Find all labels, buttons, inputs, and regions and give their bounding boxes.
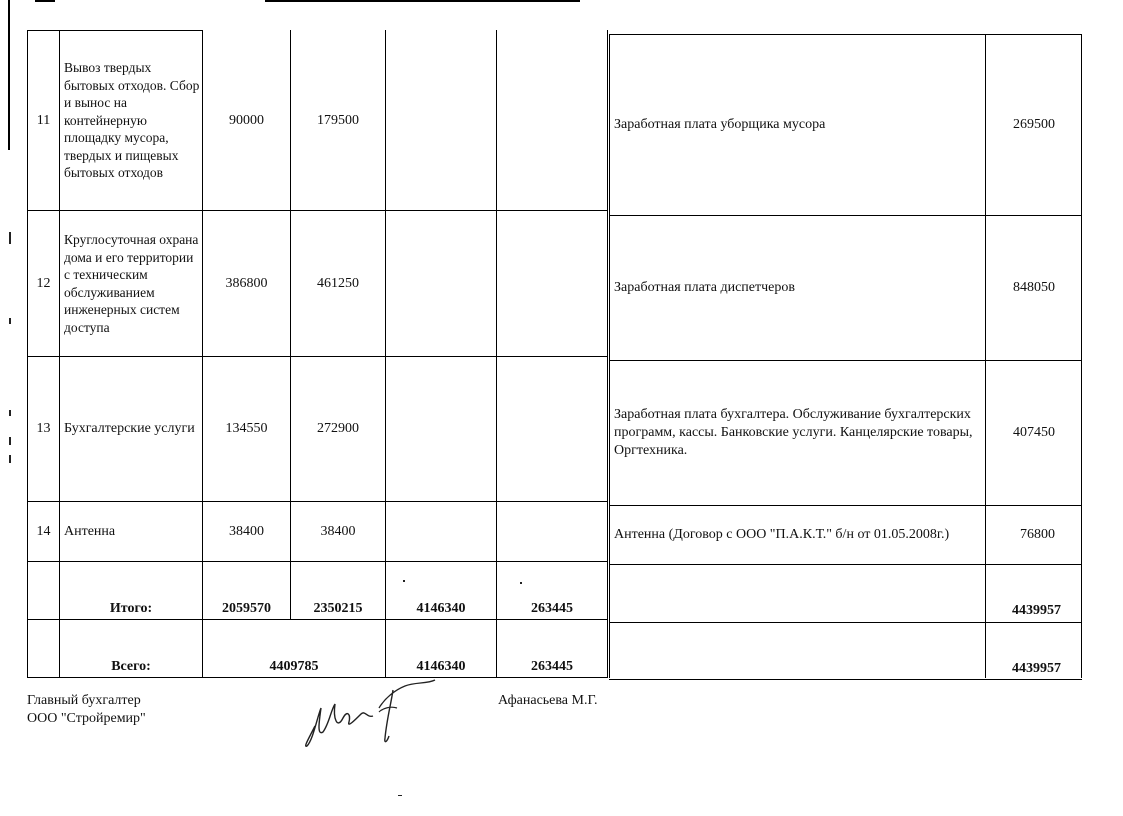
value-4 <box>497 31 607 210</box>
subtotal-value-3: 4146340 <box>416 601 466 616</box>
scan-margin-line <box>8 0 10 150</box>
scan-top-mark <box>265 0 580 2</box>
value-3 <box>386 31 496 210</box>
service-name: Бухгалтерские услуги <box>64 421 195 436</box>
expense-description: Заработная плата бухгалтера. Обслуживание бухгалтерских программ, кассы. Банковские услуги. Канцелярские товары, Оргтехника. <box>614 407 973 458</box>
row-number: 11 <box>36 112 51 128</box>
value-3 <box>386 357 496 501</box>
value-2: 38400 <box>320 523 356 539</box>
total-total: 4439957 <box>1012 661 1061 676</box>
service-name: Антенна <box>64 523 116 539</box>
value-1: 90000 <box>229 112 264 128</box>
scan-speck <box>520 582 522 584</box>
footer-position <box>27 692 146 728</box>
subtotal-value-4: 263445 <box>531 601 573 616</box>
row-number: 14 <box>36 523 51 539</box>
total-label: Всего: <box>111 659 151 674</box>
scan-top-mark <box>35 0 55 2</box>
value-2: 272900 <box>317 421 359 436</box>
subtotal-value-1: 2059570 <box>222 601 271 616</box>
value-4 <box>497 502 607 561</box>
expense-total: 407450 <box>1013 425 1055 440</box>
scan-speck <box>9 437 11 445</box>
total-value-1-2: 4409785 <box>269 659 319 674</box>
footer-company: ООО "Стройремир" <box>27 711 146 726</box>
signature <box>295 678 445 753</box>
footer-title: Главный бухгалтер <box>27 693 141 708</box>
service-name: Вывоз твердых бытовых отходов. Сбор и вынос на контейнерную площадку мусора, твердых и пищевых бытовых отходов <box>64 60 200 181</box>
value-3 <box>386 502 496 561</box>
subtotal-value-2: 2350215 <box>313 601 363 616</box>
expense-total: 269500 <box>1013 117 1055 132</box>
expense-description: Антенна (Договор с ООО "П.А.К.Т." б/н от 01.05.2008г.) <box>614 527 950 542</box>
value-1: 386800 <box>225 275 268 291</box>
footer-signer-name: Афанасьева М.Г. <box>498 693 598 708</box>
total-value-3: 4146340 <box>416 659 466 674</box>
row-number: 13 <box>36 421 51 436</box>
value-3 <box>386 211 496 356</box>
scan-speck <box>398 795 402 796</box>
scan-speck <box>9 410 11 416</box>
row-number: 12 <box>36 275 51 291</box>
scan-speck <box>9 455 11 463</box>
scan-speck <box>9 232 11 244</box>
value-2: 461250 <box>317 275 359 291</box>
value-4 <box>497 357 607 501</box>
value-2: 179500 <box>317 112 359 128</box>
value-1: 38400 <box>229 523 264 539</box>
expense-description: Заработная плата диспетчеров <box>614 280 795 295</box>
expense-total: 848050 <box>1013 280 1055 295</box>
value-1: 134550 <box>225 421 268 436</box>
subtotal-total: 4439957 <box>1012 603 1061 618</box>
service-name: Круглосуточная охрана дома и его территории с техническим обслуживанием инженерных систем доступа <box>64 232 199 335</box>
expense-total: 76800 <box>1020 527 1055 542</box>
scan-speck <box>403 580 405 582</box>
total-value-4: 263445 <box>531 659 573 674</box>
value-4 <box>497 211 607 356</box>
scan-speck <box>9 318 11 324</box>
expense-description: Заработная плата уборщика мусора <box>614 117 826 132</box>
subtotal-label: Итого: <box>109 601 153 616</box>
